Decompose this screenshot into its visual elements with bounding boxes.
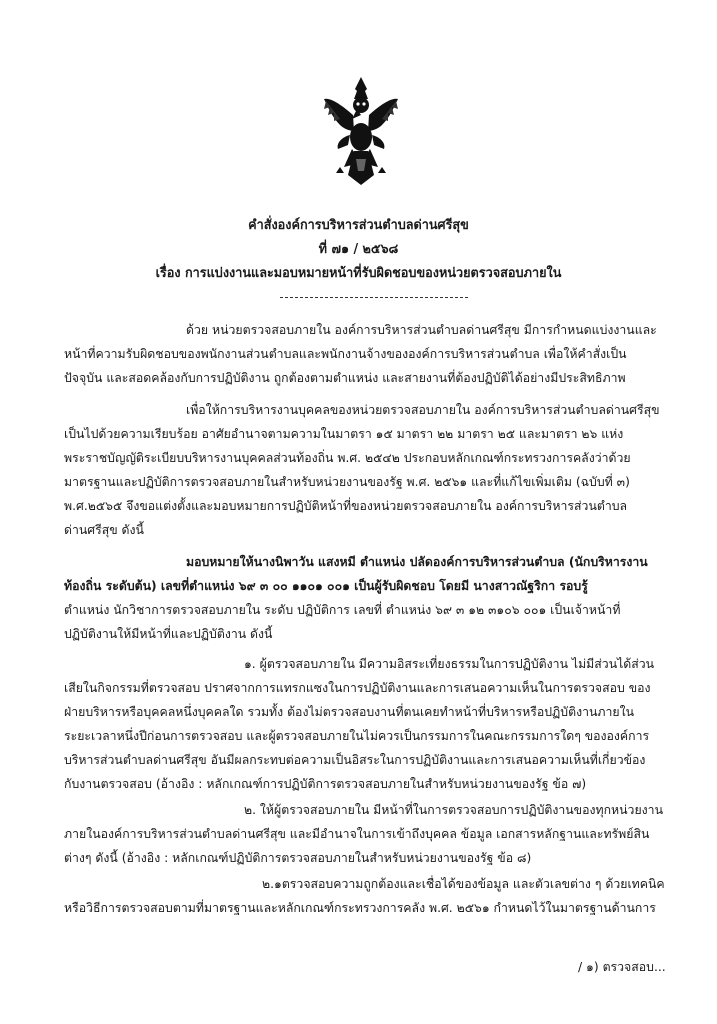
- assignment-line: มอบหมายให้นางนิพาวัน แสงหมี ตำแหน่ง ปลัดองค์การบริหารส่วนตำบล (นักบริหารงาน: [186, 555, 648, 569]
- item-1-line: ๑. ผู้ตรวจสอบภายใน มีความอิสระเที่ยงธรรมในการปฏิบัติงาน ไม่มีส่วนได้ส่วน: [244, 657, 655, 671]
- body-line: ภายในองค์การบริหารส่วนตำบลด่านศรีสุข และมีอำนาจในการเข้าถึงบุคคล ข้อมูล เอกสารหลักฐานและทรัพย์สิน: [64, 827, 650, 841]
- body-line: เพื่อให้การบริหารงานบุคคลของหน่วยตรวจสอบภายใน องค์การบริหารส่วนตำบลด่านศรีสุข: [186, 403, 660, 417]
- body-line: เสียในกิจกรรมที่ตรวจสอบ ปราศจากการแทรกแซงในการปฏิบัติงานและการเสนอความเห็นในการตรวจสอบ ของ: [64, 681, 651, 695]
- body-line: ปฏิบัติงานให้มีหน้าที่และปฏิบัติงาน ดังนี้: [64, 627, 273, 641]
- item-2-line: ๒. ให้ผู้ตรวจสอบภายใน มีหน้าที่ในการตรวจสอบการปฏิบัติงานของทุกหน่วยงาน: [244, 803, 663, 817]
- body-line: บริหารส่วนตำบลด่านศรีสุข อันมีผลกระทบต่อความเป็นอิสระในการปฏิบัติงานและการเสนอความเห็นที่เกี่ยวข้อง: [64, 753, 646, 767]
- item-2-1-line: ๒.๑ตรวจสอบความถูกต้องและเชื่อได้ของข้อมูล และตัวเลขต่าง ๆ ด้วยเทคนิค: [262, 877, 665, 891]
- order-number: ที่ ๗๑ / ๒๕๖๘: [318, 242, 399, 257]
- order-title: คำสั่งองค์การบริหารส่วนตำบลด่านศรีสุข: [248, 218, 469, 233]
- body-line: หรือวิธีการตรวจสอบตามที่มาตรฐานและหลักเกณฑ์กระทรวงการคลัง พ.ศ. ๒๕๖๑ กำหนดไว้ในมาตรฐานด้านการ: [64, 901, 656, 915]
- page-continuation: / ๑) ตรวจสอบ...: [578, 960, 666, 974]
- body-line: มาตรฐานและปฏิบัติการตรวจสอบภายในสำหรับหน่วยงานของรัฐ พ.ศ. ๒๕๖๑ และที่แก้ไขเพิ่มเติม (ฉบับที่ ๓): [64, 475, 630, 489]
- body-line: ต่างๆ ดังนี้ (อ้างอิง : หลักเกณฑ์ปฏิบัติการตรวจสอบภายในสำหรับหน่วยงานของรัฐ ข้อ ๘): [64, 851, 532, 865]
- body-line: ด่านศรีสุข ดังนี้: [64, 523, 144, 537]
- body-line: กับงานตรวจสอบ (อ้างอิง : หลักเกณฑ์การปฏิบัติการตรวจสอบภายในสำหรับหน่วยงานของรัฐ ข้อ ๗): [64, 777, 587, 791]
- body-line: ด้วย หน่วยตรวจสอบภายใน องค์การบริหารส่วนตำบลด่านศรีสุข มีการกำหนดแบ่งงานและ: [186, 323, 657, 337]
- body-line: พ.ศ.๒๕๖๕ จึงขอแต่งตั้งและมอบหมายการปฏิบัติหน้าที่ของหน่วยตรวจสอบภายใน องค์การบริหารส่วนตำบล: [64, 499, 628, 513]
- garuda-emblem-icon: [322, 75, 400, 195]
- body-line: หน้าที่ความรับผิดชอบของพนักงานส่วนตำบลและพนักงานจ้างขององค์การบริหารส่วนตำบล เพื่อให้คำสั่งเป็น: [64, 347, 627, 361]
- body-line: ตำแหน่ง นักวิชาการตรวจสอบภายใน ระดับ ปฏิบัติการ เลขที่ ตำแหน่ง ๖๙ ๓ ๑๒ ๓๑๐๖ ๐๐๑ เป็นเจ้าหน้าที่: [64, 603, 621, 617]
- body-line: ระยะเวลาหนึ่งปีก่อนการตรวจสอบ และผู้ตรวจสอบภายในไม่ควรเป็นกรรมการในคณะกรรมการใดๆ ขององค์การ: [64, 729, 650, 743]
- body-line: เป็นไปด้วยความเรียบร้อย อาศัยอำนาจตามความในมาตรา ๑๕ มาตรา ๒๒ มาตรา ๒๕ และมาตรา ๒๖ แห่ง: [64, 427, 624, 441]
- body-line: ฝ่ายบริหารหรือบุคคลหนึ่งบุคคลใด รวมทั้ง ต้องไม่ตรวจสอบงานที่ตนเคยทำหน้าที่บริหารหรือปฏิบัติงานภายใน: [64, 705, 635, 719]
- order-subject: เรื่อง การแบ่งงานและมอบหมายหน้าที่รับผิดชอบของหน่วยตรวจสอบภายใน: [155, 266, 562, 281]
- assignment-line: ท้องถิ่น ระดับต้น) เลขที่ตำแหน่ง ๖๙ ๓ ๐๐ ๑๑๐๑ ๐๐๑ เป็นผู้รับผิดชอบ โดยมี นางสาวณัฐริกา รอบรู้: [64, 579, 588, 593]
- body-line: พระราชบัญญัติระเบียบบริหารงานบุคคลส่วนท้องถิ่น พ.ศ. ๒๕๔๒ ประกอบหลักเกณฑ์กระทรวงการคลังว่าด้วย: [64, 451, 631, 465]
- body-line: ปัจจุบัน และสอดคล้องกับการปฏิบัติงาน ถูกต้องตามตำแหน่ง และสายงานที่ต้องปฏิบัติได้อย่างมีประสิทธิภาพ: [64, 371, 626, 385]
- title-divider: [280, 297, 468, 298]
